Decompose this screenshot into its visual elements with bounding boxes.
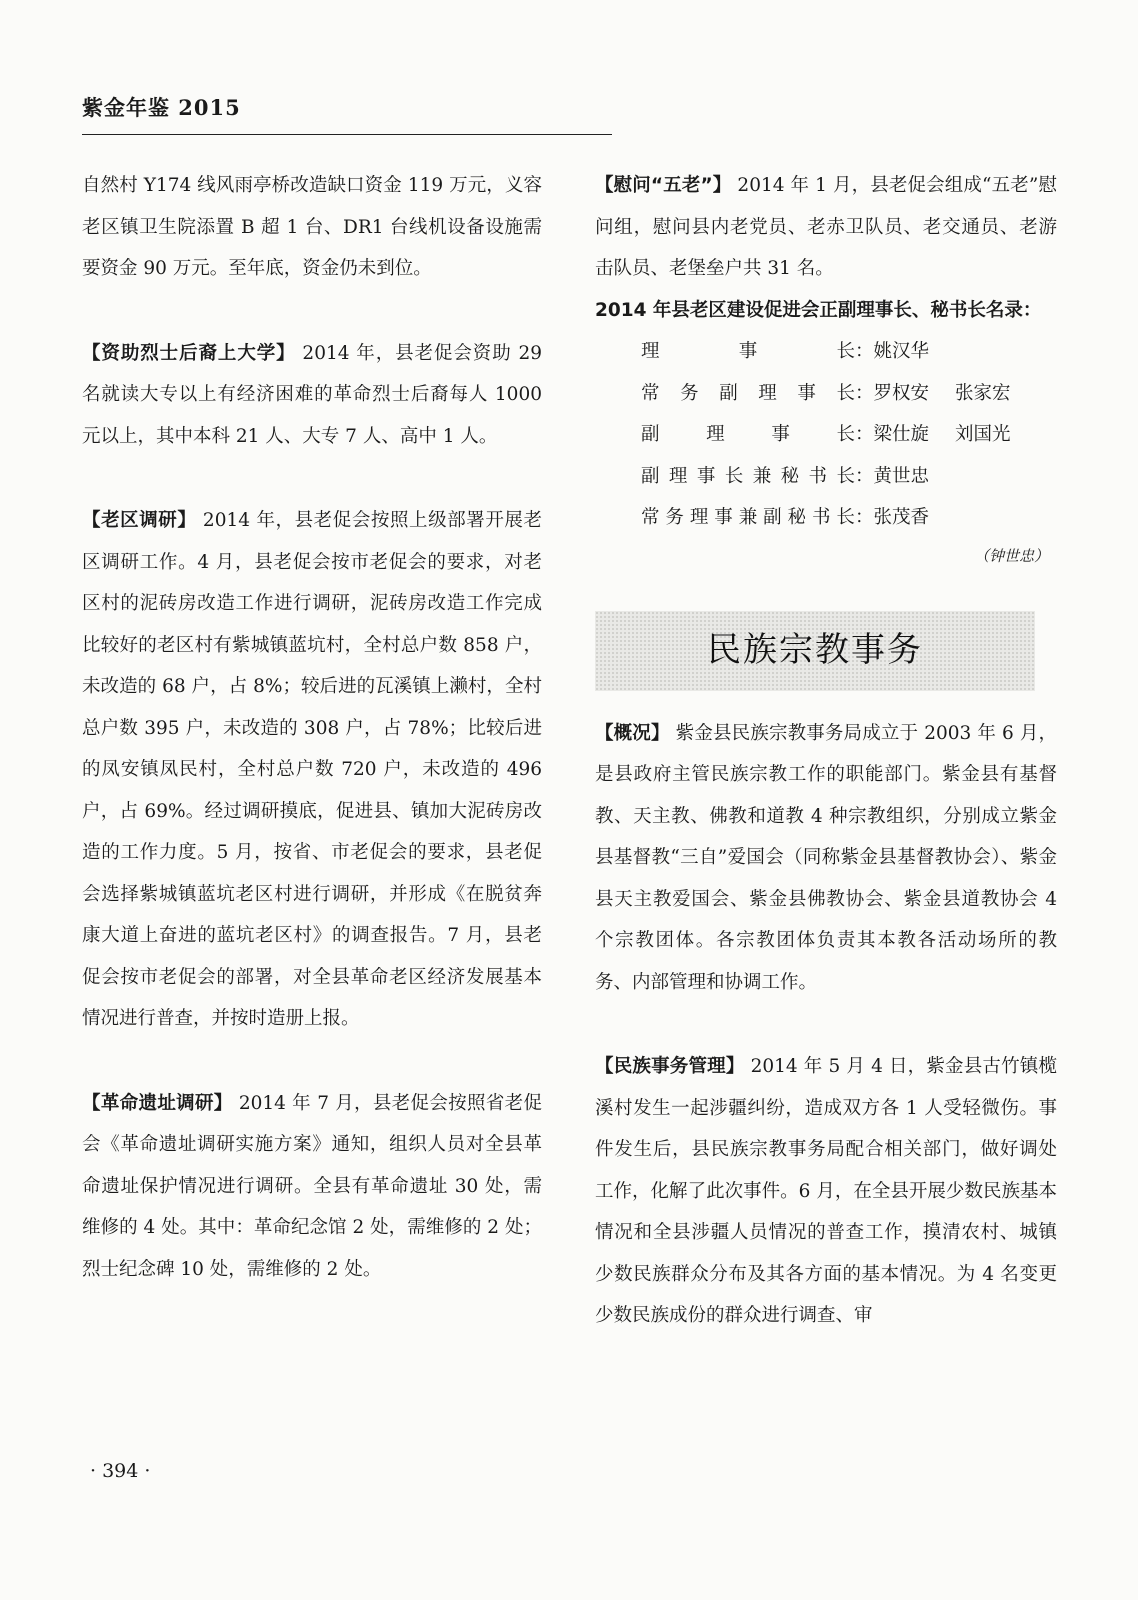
- officer-row: [595, 373, 1057, 415]
- officer-role-char: 副: [641, 465, 660, 487]
- entry-heading: 【革命遗址调研】: [82, 1092, 233, 1114]
- entry-overview: [595, 713, 1057, 1004]
- entry-body: 2014 年，县老促会按照上级部署开展老区调研工作。4 月，县老促会按市老促会的要求，对老区村的泥砖房改造工作进行调研，泥砖房改造工作完成比较好的老区村有紫城镇蓝坑村，全村总户数 858 户，未改造的 68 户，占 8%；较后进的瓦溪镇上濑村，全村总户数 395 户，未改造的 308 户，占 78%；比较后进的凤安镇凤民村，全村总户数 720 户，未改造的 496 户，占 69%。经过调研摸底，促进县、镇加大泥砖房改造的工作力度。5 月，按省、市老促会的要求，县老促会选择紫城镇蓝坑老区村进行调研，并形成《在脱贫奔康大道上奋进的蓝坑老区村》的调查报告。7 月，县老促会按市老促会的部署，对全县革命老区经济发展基本情况进行普查，并按时造册上报。: [82, 510, 542, 1029]
- entry-condolence-visit: [595, 165, 1057, 290]
- officer-role-char: 兼: [738, 507, 758, 528]
- page-number: · 394 ·: [90, 1460, 151, 1482]
- entry-old-area-survey: [82, 500, 542, 1040]
- officer-role-char: 副: [719, 382, 738, 404]
- entry-body: 2014 年 7 月，县老促会按照省老促会《革命遗址调研实施方案》通知，组织人员对全县革命遗址保护情况进行调研。全县有革命遗址 30 处，需维修的 4 处。其中：革命纪念馆 2 处，需维修的 2 处；烈士纪念碑 10 处，需维修的 2 处。: [82, 1092, 542, 1280]
- officer-role-char: 书: [808, 465, 828, 487]
- officer-role-char: 副: [763, 507, 782, 528]
- officer-role: [641, 414, 855, 456]
- header-rule: [82, 134, 612, 135]
- officer-role-char: 理: [641, 341, 660, 362]
- officer-role-char: 理: [689, 507, 709, 528]
- officer-separator: ：: [855, 465, 874, 487]
- officer-names: [874, 456, 956, 498]
- entry-martyr-descendants: [82, 333, 542, 458]
- officer-name: 姚汉华: [873, 341, 930, 362]
- entry-body: 2014 年 5 月 4 日，紫金县古竹镇榄溪村发生一起涉疆纠纷，造成双方各 1 人受轻微伤。事件发生后，县民族宗教事务局配合相关部门，做好调处工作，化解了此次事件。6 月，在全县开展少数民族基本情况和全县涉疆人员情况的普查工作，摸清农村、城镇少数民族群众分布及其各方面的基本情况。为 4 名变更少数民族成份的群众进行调查、审: [595, 1056, 1057, 1326]
- officer-role-char: 事: [714, 507, 733, 528]
- entry-heading: 【老区调研】: [82, 510, 197, 531]
- officer-name: 罗权安: [873, 382, 930, 404]
- officer-row: [595, 414, 1057, 456]
- officer-list: [595, 331, 1057, 539]
- officer-role-char: 长: [836, 424, 855, 445]
- officer-names: [874, 497, 956, 539]
- running-header: 紫金年鉴 2015: [82, 95, 241, 120]
- officer-role-char: 副: [641, 424, 660, 445]
- officer-role-char: 长: [836, 382, 855, 404]
- officer-names: [874, 414, 1037, 456]
- officer-names: [874, 331, 956, 373]
- officer-row: [595, 497, 1057, 539]
- officer-role-char: 兼: [752, 465, 772, 487]
- officer-role-char: 秘: [780, 465, 800, 487]
- officer-role: [641, 373, 855, 415]
- officer-role-char: 常: [641, 382, 660, 404]
- officer-role-char: 理: [706, 424, 725, 445]
- officer-role-char: 长: [836, 341, 855, 362]
- officer-role-char: 事: [797, 382, 816, 404]
- entry-body: 紫金县民族宗教事务局成立于 2003 年 6 月，是县政府主管民族宗教工作的职能部门。紫金县有基督教、天主教、佛教和道教 4 种宗教组织，分别成立紫金县基督教“三自”爱国会（同称紫金县基督教协会）、紫金县天主教爱国会、紫金县佛教协会、紫金县道教协会 4 个宗教团体。各宗教团体负责其本教各活动场所的教务、内部管理和协调工作。: [595, 722, 1057, 993]
- officer-role-char: 长: [836, 507, 855, 528]
- officer-role-char: 书: [811, 507, 831, 528]
- entry-body: 2014 年 1 月，县老促会组成“五老”慰问组，慰问县内老党员、老赤卫队员、老交通员、老游击队员、老堡垒户共 31 名。: [595, 175, 1057, 279]
- officer-separator: ：: [855, 507, 874, 528]
- officer-separator: ：: [855, 341, 874, 362]
- officer-role-char: 务: [665, 507, 684, 528]
- officer-role-char: 常: [641, 507, 660, 528]
- right-column: [595, 165, 1057, 1337]
- entry-heading: 【慰问“五老”】: [595, 175, 732, 196]
- entry-revolutionary-sites: [82, 1083, 542, 1291]
- officer-name: 黄世忠: [873, 465, 930, 487]
- officer-role-char: 秘: [787, 507, 807, 528]
- entry-body: 2014 年，县老促会资助 29 名就读大专以上有经济困难的革命烈士后裔每人 1000 元以上，其中本科 21 人、大专 7 人、高中 1 人。: [82, 342, 542, 447]
- entry-ethnic-affairs: [595, 1046, 1057, 1337]
- officer-list-title: 2014 年县老区建设促进会正副理事长、秘书长名录：: [595, 299, 1042, 321]
- officer-row: [595, 456, 1057, 498]
- officer-name: 张茂香: [873, 507, 930, 528]
- author-signature: （钟世忠）: [973, 546, 1049, 565]
- officer-role-char: 务: [680, 382, 699, 404]
- entry-heading: 【民族事务管理】: [595, 1056, 745, 1077]
- officer-role-char: 理: [668, 465, 688, 487]
- officer-role: [641, 497, 855, 539]
- intro-continuation: 自然村 Y174 线风雨亭桥改造缺口资金 119 万元，义容老区镇卫生院添置 B 超 1 台、DR1 台线机设备设施需要资金 90 万元。至年底，资金仍未到位。: [82, 175, 542, 279]
- officer-role: [641, 456, 855, 498]
- section-banner: [595, 611, 1035, 691]
- officer-names: [874, 373, 1037, 415]
- left-column: [82, 165, 542, 1290]
- officer-role-char: 理: [758, 382, 777, 404]
- officer-name: 刘国光: [955, 424, 1011, 445]
- officer-role: [641, 331, 855, 373]
- officer-name: 梁仕旋: [873, 424, 930, 445]
- officer-role-char: 长: [724, 465, 744, 487]
- officer-role-char: 事: [696, 465, 716, 487]
- officer-role-char: 事: [738, 341, 758, 362]
- officer-row: [595, 331, 1057, 373]
- officer-name: 张家宏: [955, 382, 1011, 404]
- officer-role-char: 事: [771, 424, 790, 445]
- officer-separator: ：: [855, 424, 874, 445]
- entry-heading: 【资助烈士后裔上大学】: [82, 342, 296, 364]
- section-title: 民族宗教事务: [707, 629, 923, 670]
- officer-role-char: 长: [836, 465, 855, 487]
- entry-heading: 【概况】: [595, 722, 670, 744]
- officer-separator: ：: [855, 382, 874, 404]
